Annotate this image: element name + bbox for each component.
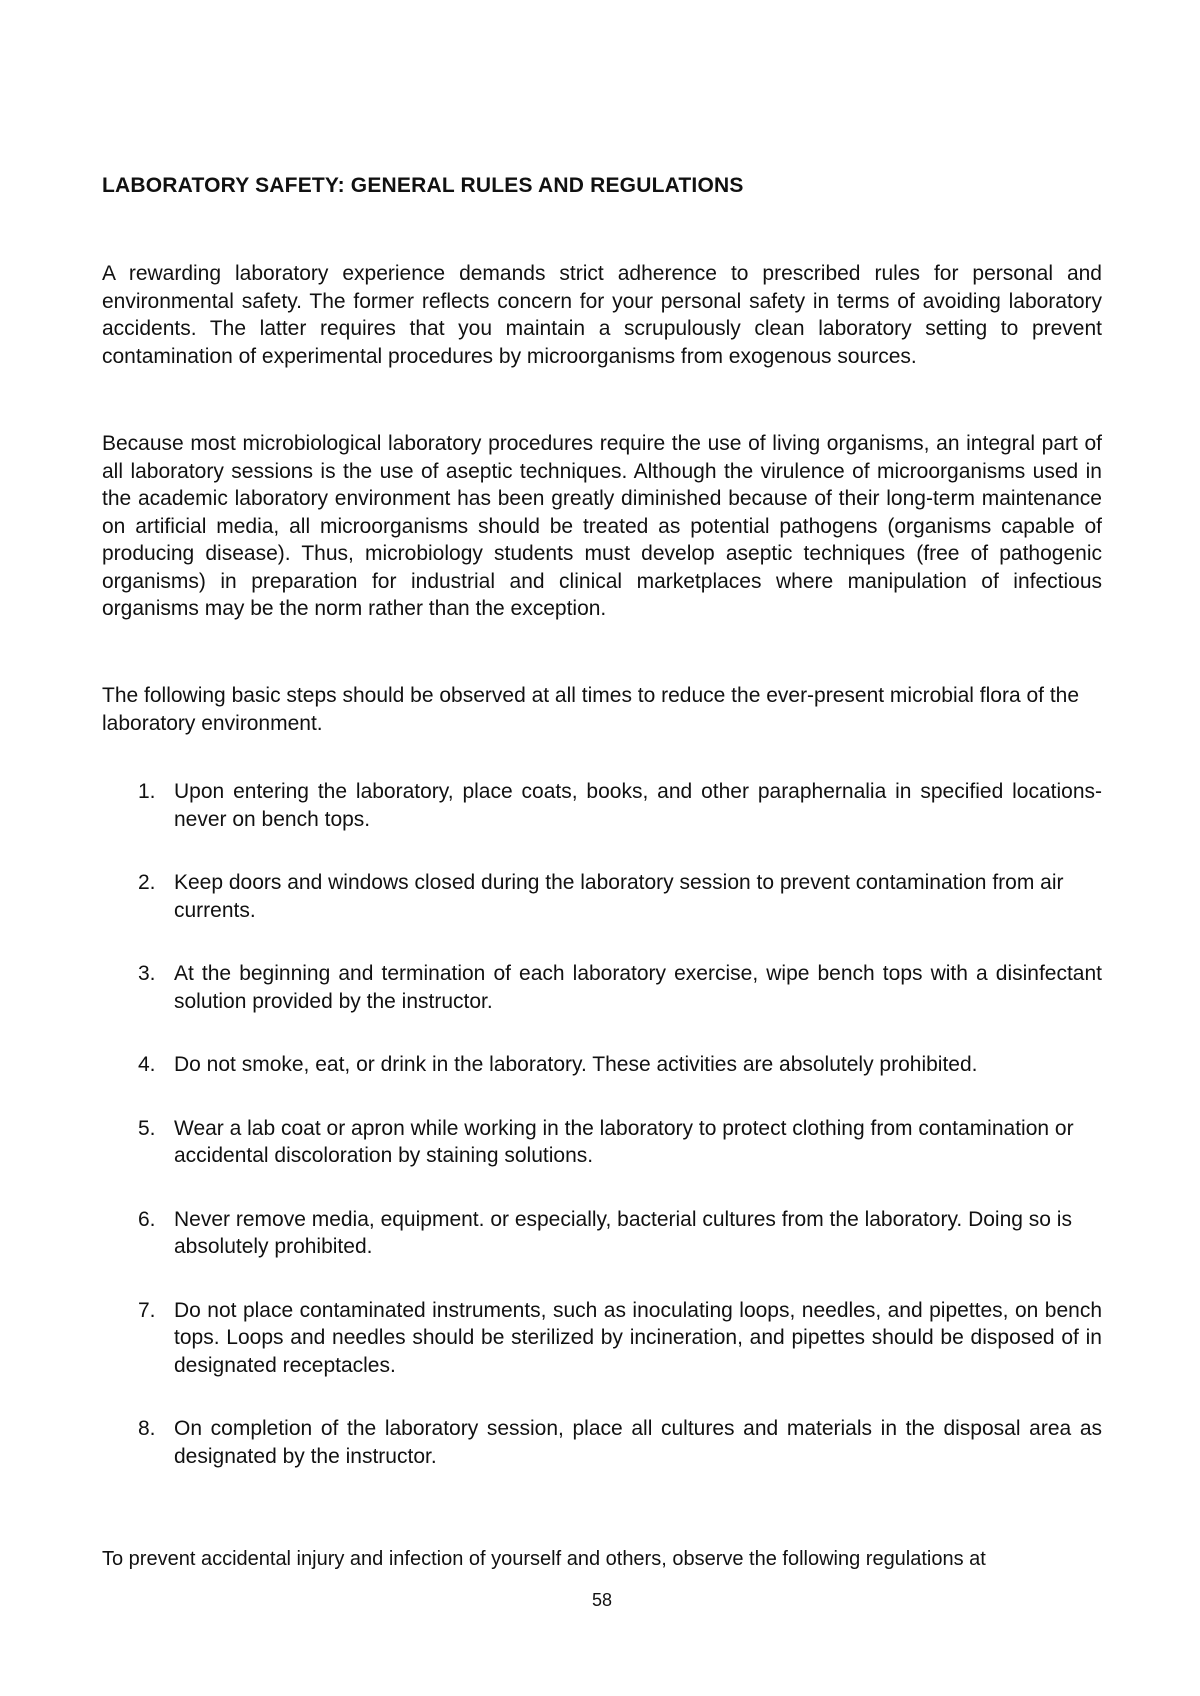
list-item [102,1297,1102,1380]
list-item-text: Never remove media, equipment. or especially, bacterial cultures from the laboratory. Doing so is absolutely prohibited. [174,1207,1072,1258]
page-title: LABORATORY SAFETY: GENERAL RULES AND REGULATIONS [102,174,744,197]
list-item [102,960,1102,1015]
list-item [102,1115,1102,1170]
list-item-text: Do not place contaminated instruments, such as inoculating loops, needles, and pipettes, on bench tops. Loops and needles should be sterilized by incineration, and pipettes should be disposed of in designated receptacles. [174,1298,1102,1377]
safety-rules-list [102,778,1102,1506]
list-item-number: 3. [138,962,156,985]
list-item-text: On completion of the laboratory session, place all cultures and materials in the disposal area as designated by the instructor. [174,1417,1102,1468]
list-item-text: At the beginning and termination of each laboratory exercise, wipe bench tops with a disinfectant solution provided by the instructor. [174,962,1102,1013]
closing-paragraph: To prevent accidental injury and infection of yourself and others, observe the following regulations at [102,1548,986,1570]
list-item-text: Wear a lab coat or apron while working in the laboratory to protect clothing from contamination or accidental discoloration by staining solutions. [174,1116,1074,1167]
list-item-number: 8. [138,1417,156,1440]
list-item-number: 4. [138,1053,156,1076]
list-item [102,1051,1102,1079]
list-item-text: Do not smoke, eat, or drink in the laboratory. These activities are absolutely prohibited. [174,1053,978,1076]
list-item-number: 5. [138,1116,156,1140]
list-item-text: Upon entering the laboratory, place coats, books, and other paraphernalia in specified locations-never on bench tops. [174,780,1102,831]
steps-intro-paragraph: The following basic steps should be observed at all times to reduce the ever-present microbial flora of the laboratory environment. [102,684,1080,735]
list-item [102,869,1102,924]
page-number: 58 [591,1590,613,1610]
aseptic-paragraph: Because most microbiological laboratory procedures require the use of living organisms, an integral part of all laboratory sessions is the use of aseptic techniques. Although the virulence of microorganisms used in the academic laboratory environment has been greatly diminished because of their long-term maintenance on artificial media, all microorganisms should be treated as potential pathogens (organisms capable of producing disease). Thus, microbiology students must develop aseptic techniques (free of pathogenic organisms) in preparation for industrial and clinical marketplaces where manipulation of infectious organisms may be the norm rather than the exception. [102,432,1102,620]
list-item-text: Keep doors and windows closed during the laboratory session to prevent contamination from air currents. [174,871,1064,922]
list-item [102,1415,1102,1470]
list-item [102,1206,1102,1261]
document-page [102,0,1102,1696]
list-item-number: 1. [138,780,156,803]
intro-paragraph: A rewarding laboratory experience demands strict adherence to prescribed rules for personal and environmental safety. The former reflects concern for your personal safety in terms of avoiding laboratory accidents. The latter requires that you maintain a scrupulously clean laboratory setting to prevent contamination of experimental procedures by microorganisms from exogenous sources. [102,262,1102,368]
list-item [102,778,1102,833]
list-item-number: 2. [138,871,156,894]
list-item-number: 7. [138,1298,156,1322]
list-item-number: 6. [138,1207,156,1231]
